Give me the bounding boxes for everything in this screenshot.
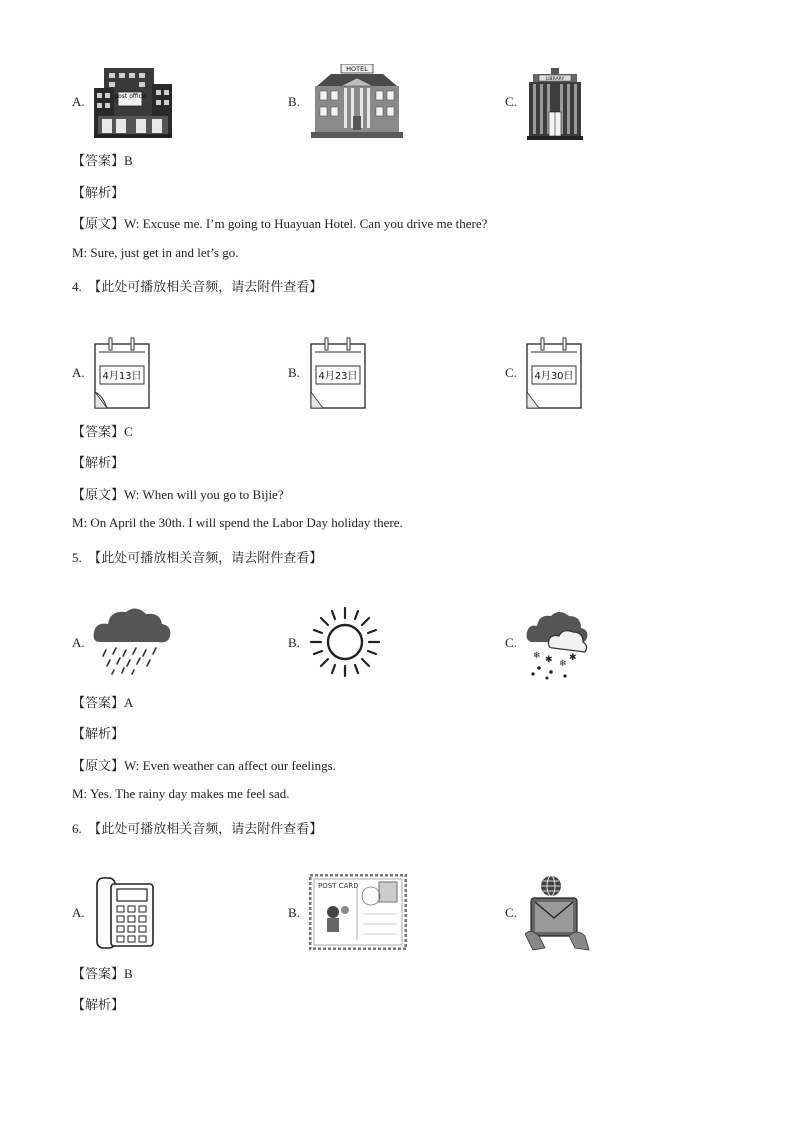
option-b-label: B.	[288, 905, 300, 920]
option-a-label: A.	[72, 905, 85, 920]
answer-line-q6	[72, 963, 133, 982]
calendar-icon	[525, 336, 583, 415]
svg-text:✱: ✱	[569, 653, 577, 663]
calendar-icon	[309, 336, 367, 415]
postcard-title: POST CARD	[318, 882, 359, 890]
original-w-q5	[72, 755, 336, 774]
dialogue-w: W: Excuse me. I’m going to Huayuan Hotel. Can you drive me there?	[124, 216, 488, 231]
question-number: 4.	[72, 279, 82, 294]
analysis-line-q4: 【解析】	[72, 456, 125, 471]
dialogue-m-q4: M: On April the 30th. I will spend the Labor Day holiday there.	[72, 515, 403, 530]
svg-text:✱: ✱	[545, 655, 553, 665]
option-b-label: B.	[288, 94, 300, 109]
library-sign: LIBRARY	[545, 77, 565, 82]
svg-text:❄: ❄	[559, 659, 567, 669]
calendar-date: 4月13日	[102, 371, 142, 382]
option-a-label: A.	[72, 365, 85, 380]
original-tag: 【原文】	[72, 488, 125, 503]
snow-cloud-icon	[525, 604, 591, 685]
audio-note: 【此处可播放相关音频，请去附件查看】	[88, 551, 323, 566]
post-office-sign: post office	[114, 93, 146, 100]
option-c-label: C.	[505, 365, 517, 380]
library-building-icon	[527, 68, 583, 145]
svg-text:❄: ❄	[533, 651, 541, 661]
answer-tag: 【答案】	[72, 696, 125, 711]
original-tag: 【原文】	[72, 217, 125, 232]
question-6-heading	[72, 818, 322, 837]
option-c-label: C.	[505, 905, 517, 920]
calendar-date: 4月23日	[318, 371, 358, 382]
question-5-heading	[72, 547, 322, 566]
answer-value: A	[124, 695, 134, 710]
answer-tag: 【答案】	[72, 154, 125, 169]
option-c-label: C.	[505, 94, 517, 109]
dialogue-w: W: When will you go to Bijie?	[124, 487, 284, 502]
dialogue-m-q5: M: Yes. The rainy day makes me feel sad.	[72, 786, 290, 801]
dialogue-m-q3: M: Sure, just get in and let’s go.	[72, 245, 239, 260]
question-number: 5.	[72, 550, 82, 565]
answer-value: C	[124, 424, 133, 439]
option-a-label: A.	[72, 94, 85, 109]
answer-value: B	[124, 966, 133, 981]
question-number: 6.	[72, 821, 82, 836]
analysis-line-q5: 【解析】	[72, 727, 125, 742]
audio-note: 【此处可播放相关音频，请去附件查看】	[88, 280, 323, 295]
dialogue-w: W: Even weather can affect our feelings.	[124, 758, 336, 773]
postcard-icon	[309, 874, 407, 955]
hotel-building-icon	[311, 64, 403, 145]
question-4-heading	[72, 276, 322, 295]
answer-line-q4	[72, 421, 133, 440]
answer-tag: 【答案】	[72, 967, 125, 982]
answer-value: B	[124, 153, 133, 168]
analysis-line-q3: 【解析】	[72, 186, 125, 201]
option-b-label: B.	[288, 635, 300, 650]
sun-icon	[308, 604, 382, 685]
answer-line-q5	[72, 692, 133, 711]
analysis-line-q6: 【解析】	[72, 998, 125, 1013]
rain-cloud-icon	[92, 604, 172, 683]
option-b-label: B.	[288, 365, 300, 380]
calendar-date: 4月30日	[534, 371, 574, 382]
answer-tag: 【答案】	[72, 425, 125, 440]
original-tag: 【原文】	[72, 759, 125, 774]
telephone-icon	[93, 874, 157, 955]
post-office-building-icon	[94, 66, 172, 143]
option-a-label: A.	[72, 635, 85, 650]
email-tablet-icon	[525, 874, 591, 957]
answer-line-q3	[72, 150, 133, 169]
audio-note: 【此处可播放相关音频，请去附件查看】	[88, 822, 323, 837]
hotel-sign: HOTEL	[346, 65, 368, 73]
option-c-label: C.	[505, 635, 517, 650]
original-w-q4	[72, 484, 284, 503]
calendar-icon	[93, 336, 151, 415]
original-w-q3	[72, 213, 487, 232]
